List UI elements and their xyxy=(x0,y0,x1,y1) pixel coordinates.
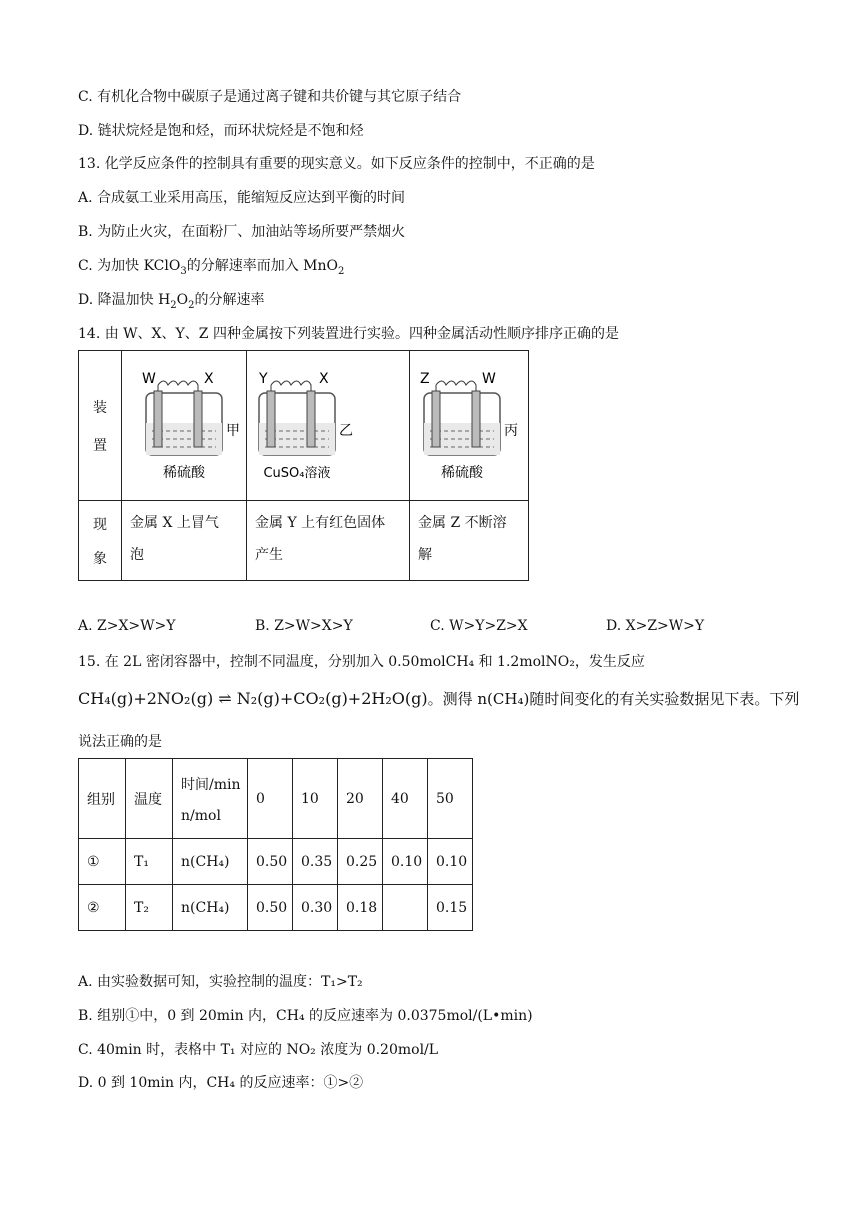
q14-option-a: A. Z>X>W>Y xyxy=(78,618,176,634)
value-cell: 0.30 xyxy=(293,885,338,931)
header-time-quantity: 时间/min n/mol xyxy=(173,759,248,839)
electrode-left-label: W xyxy=(142,371,156,387)
q15-data-table xyxy=(78,758,473,931)
header-group: 组别 xyxy=(79,759,126,839)
temperature-cell: T₁ xyxy=(126,839,173,885)
header-time: 20 xyxy=(338,759,383,839)
phenomenon-jia: 金属 X 上冒气 泡 xyxy=(122,501,247,581)
header-time: 10 xyxy=(293,759,338,839)
electrode-left-label: Y xyxy=(259,371,268,387)
q12-option-c: C. 有机化合物中碳原子是通过离子键和共价键与其它原子结合 xyxy=(78,89,462,105)
table-row xyxy=(79,839,473,885)
beaker-diagram-yi xyxy=(247,351,409,496)
quantity-cell: n(CH₄) xyxy=(173,885,248,931)
q14-option-d: D. X>Z>W>Y xyxy=(606,618,705,634)
temperature-cell: T₂ xyxy=(126,885,173,931)
value-cell: 0.25 xyxy=(338,839,383,885)
solution-label: 稀硫酸 xyxy=(441,465,483,481)
q12-option-d: D. 链状烷烃是饱和烃，而环状烷烃是不饱和烃 xyxy=(78,123,364,139)
q14-options xyxy=(78,618,798,638)
q14-stem: 14. 由 W、X、Y、Z 四种金属按下列装置进行实验。四种金属活动性顺序排序正确的是 xyxy=(78,326,619,342)
phenomenon-row-header: 现 象 xyxy=(79,501,122,581)
device-row-header: 装 置 xyxy=(79,351,122,501)
q15-stem: 15. 在 2L 密闭容器中，控制不同温度，分别加入 0.50molCH₄ 和 1.2molNO₂，发生反应 xyxy=(78,654,645,670)
q14-option-b: B. Z>W>X>Y xyxy=(255,618,353,634)
value-cell: 0.10 xyxy=(428,839,473,885)
quantity-cell: n(CH₄) xyxy=(173,839,248,885)
device-bing xyxy=(410,351,529,501)
electrode-right-label: X xyxy=(319,371,329,387)
value-cell: 0.15 xyxy=(428,885,473,931)
electrode-left-label: Z xyxy=(420,371,430,387)
q13-option-d: D. 降温加快 $H_2O_2$的分解速率 xyxy=(78,292,265,311)
q15-option-a: A. 由实验数据可知，实验控制的温度：T₁>T₂ xyxy=(78,974,363,990)
value-cell: 0.18 xyxy=(338,885,383,931)
q15-option-d: D. 0 到 10min 内，CH₄ 的反应速率：①>② xyxy=(78,1075,364,1091)
device-yi xyxy=(247,351,410,501)
value-cell: 0.50 xyxy=(248,839,293,885)
group-cell: ① xyxy=(79,839,126,885)
q14-option-c: C. W>Y>Z>X xyxy=(430,618,528,634)
electrode-right-label: X xyxy=(204,371,214,387)
q14-device-table xyxy=(78,350,529,581)
reaction-equation: CH₄(g)+2NO₂(g) ⇌ N₂(g)+CO₂(g)+2H₂O(g) xyxy=(78,689,428,708)
group-cell: ② xyxy=(79,885,126,931)
q15-option-b: B. 组别①中，0 到 20min 内，CH₄ 的反应速率为 0.0375mol/(L•min) xyxy=(78,1008,533,1024)
electrode-right-label: W xyxy=(482,371,496,387)
value-cell: 0.35 xyxy=(293,839,338,885)
device-name: 丙 xyxy=(504,423,518,439)
device-name: 甲 xyxy=(226,423,240,439)
solution-label: 稀硫酸 xyxy=(163,465,205,481)
value-cell xyxy=(383,885,428,931)
header-time: 50 xyxy=(428,759,473,839)
beaker-diagram-bing xyxy=(410,351,528,496)
header-time: 40 xyxy=(383,759,428,839)
q13-option-b: B. 为防止火灾，在面粉厂、加油站等场所要严禁烟火 xyxy=(78,224,406,240)
q13-stem: 13. 化学反应条件的控制具有重要的现实意义。如下反应条件的控制中，不正确的是 xyxy=(78,156,595,172)
q15-equation-line xyxy=(78,688,799,709)
value-cell: 0.10 xyxy=(383,839,428,885)
header-time: 0 xyxy=(248,759,293,839)
table-row xyxy=(79,885,473,931)
q15-stem-end: 说法正确的是 xyxy=(78,734,162,750)
value-cell: 0.50 xyxy=(248,885,293,931)
device-jia xyxy=(122,351,247,501)
device-name: 乙 xyxy=(339,423,353,439)
beaker-diagram-jia xyxy=(122,351,246,496)
q13-option-c: C. 为加快 KClO$_3$的分解速率而加入 MnO$_2$ xyxy=(78,258,345,277)
header-temperature: 温度 xyxy=(126,759,173,839)
phenomenon-bing: 金属 Z 不断溶 解 xyxy=(410,501,529,581)
q15-option-c: C. 40min 时，表格中 T₁ 对应的 NO₂ 浓度为 0.20mol/L xyxy=(78,1042,439,1058)
q15-stem-continued: 。测得 n(CH₄)随时间变化的有关实验数据见下表。下列 xyxy=(427,690,800,708)
phenomenon-yi: 金属 Y 上有红色固体 产生 xyxy=(247,501,410,581)
q13-option-a: A. 合成氨工业采用高压，能缩短反应达到平衡的时间 xyxy=(78,190,406,206)
solution-label: CuSO₄溶液 xyxy=(263,466,331,481)
